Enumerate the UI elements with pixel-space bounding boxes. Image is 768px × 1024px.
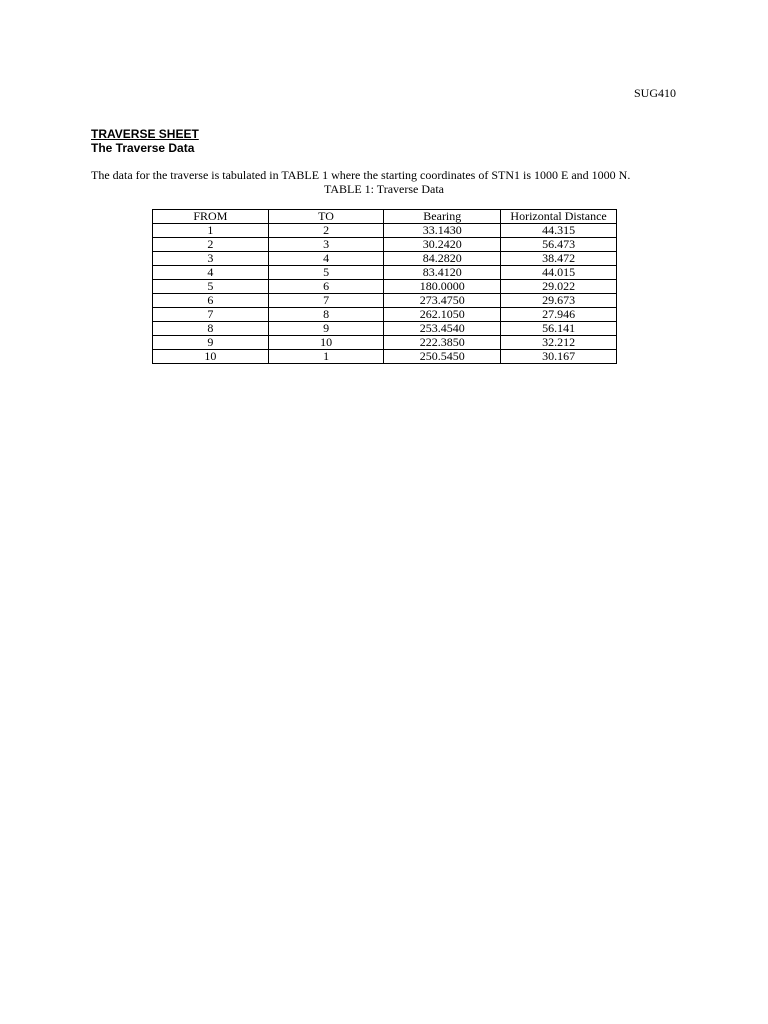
cell-horizontal-distance: 56.473 [501, 238, 617, 252]
table-row [153, 308, 617, 322]
table-row [153, 322, 617, 336]
table-row [153, 280, 617, 294]
cell-from: 9 [153, 336, 269, 350]
cell-bearing: 262.1050 [384, 308, 501, 322]
table-row [153, 252, 617, 266]
cell-from: 4 [153, 266, 269, 280]
cell-to: 8 [268, 308, 384, 322]
cell-horizontal-distance: 30.167 [501, 350, 617, 364]
cell-horizontal-distance: 29.673 [501, 294, 617, 308]
cell-horizontal-distance: 38.472 [501, 252, 617, 266]
cell-horizontal-distance: 44.315 [501, 224, 617, 238]
cell-bearing: 180.0000 [384, 280, 501, 294]
column-header-to: TO [268, 210, 384, 224]
table-row [153, 224, 617, 238]
cell-bearing: 33.1430 [384, 224, 501, 238]
cell-from: 3 [153, 252, 269, 266]
cell-bearing: 273.4750 [384, 294, 501, 308]
table-row [153, 294, 617, 308]
cell-bearing: 253.4540 [384, 322, 501, 336]
cell-bearing: 222.3850 [384, 336, 501, 350]
table-header-row [153, 210, 617, 224]
column-header-horizontal-distance: Horizontal Distance [501, 210, 617, 224]
cell-from: 6 [153, 294, 269, 308]
cell-to: 10 [268, 336, 384, 350]
cell-from: 7 [153, 308, 269, 322]
cell-bearing: 84.2820 [384, 252, 501, 266]
table-row [153, 266, 617, 280]
cell-to: 3 [268, 238, 384, 252]
cell-to: 1 [268, 350, 384, 364]
cell-to: 5 [268, 266, 384, 280]
cell-to: 4 [268, 252, 384, 266]
table-row [153, 350, 617, 364]
cell-to: 9 [268, 322, 384, 336]
cell-bearing: 30.2420 [384, 238, 501, 252]
intro-paragraph: The data for the traverse is tabulated in TABLE 1 where the starting coordinates of STN1 is 1000 E and 1000 N. [91, 168, 631, 182]
cell-from: 1 [153, 224, 269, 238]
table-caption: TABLE 1: Traverse Data [323, 182, 445, 196]
cell-to: 2 [268, 224, 384, 238]
cell-horizontal-distance: 56.141 [501, 322, 617, 336]
column-header-from: FROM [153, 210, 269, 224]
cell-from: 10 [153, 350, 269, 364]
cell-horizontal-distance: 29.022 [501, 280, 617, 294]
traverse-data-table [152, 209, 617, 364]
cell-horizontal-distance: 27.946 [501, 308, 617, 322]
table-row [153, 238, 617, 252]
column-header-bearing: Bearing [384, 210, 501, 224]
cell-horizontal-distance: 44.015 [501, 266, 617, 280]
cell-from: 5 [153, 280, 269, 294]
cell-to: 6 [268, 280, 384, 294]
table-row [153, 336, 617, 350]
section-subtitle: The Traverse Data [91, 141, 195, 155]
cell-horizontal-distance: 32.212 [501, 336, 617, 350]
cell-to: 7 [268, 294, 384, 308]
cell-from: 2 [153, 238, 269, 252]
cell-bearing: 250.5450 [384, 350, 501, 364]
cell-from: 8 [153, 322, 269, 336]
page-code: SUG410 [634, 86, 677, 100]
cell-bearing: 83.4120 [384, 266, 501, 280]
document-title: TRAVERSE SHEET [91, 127, 199, 141]
heading-block [91, 127, 199, 155]
